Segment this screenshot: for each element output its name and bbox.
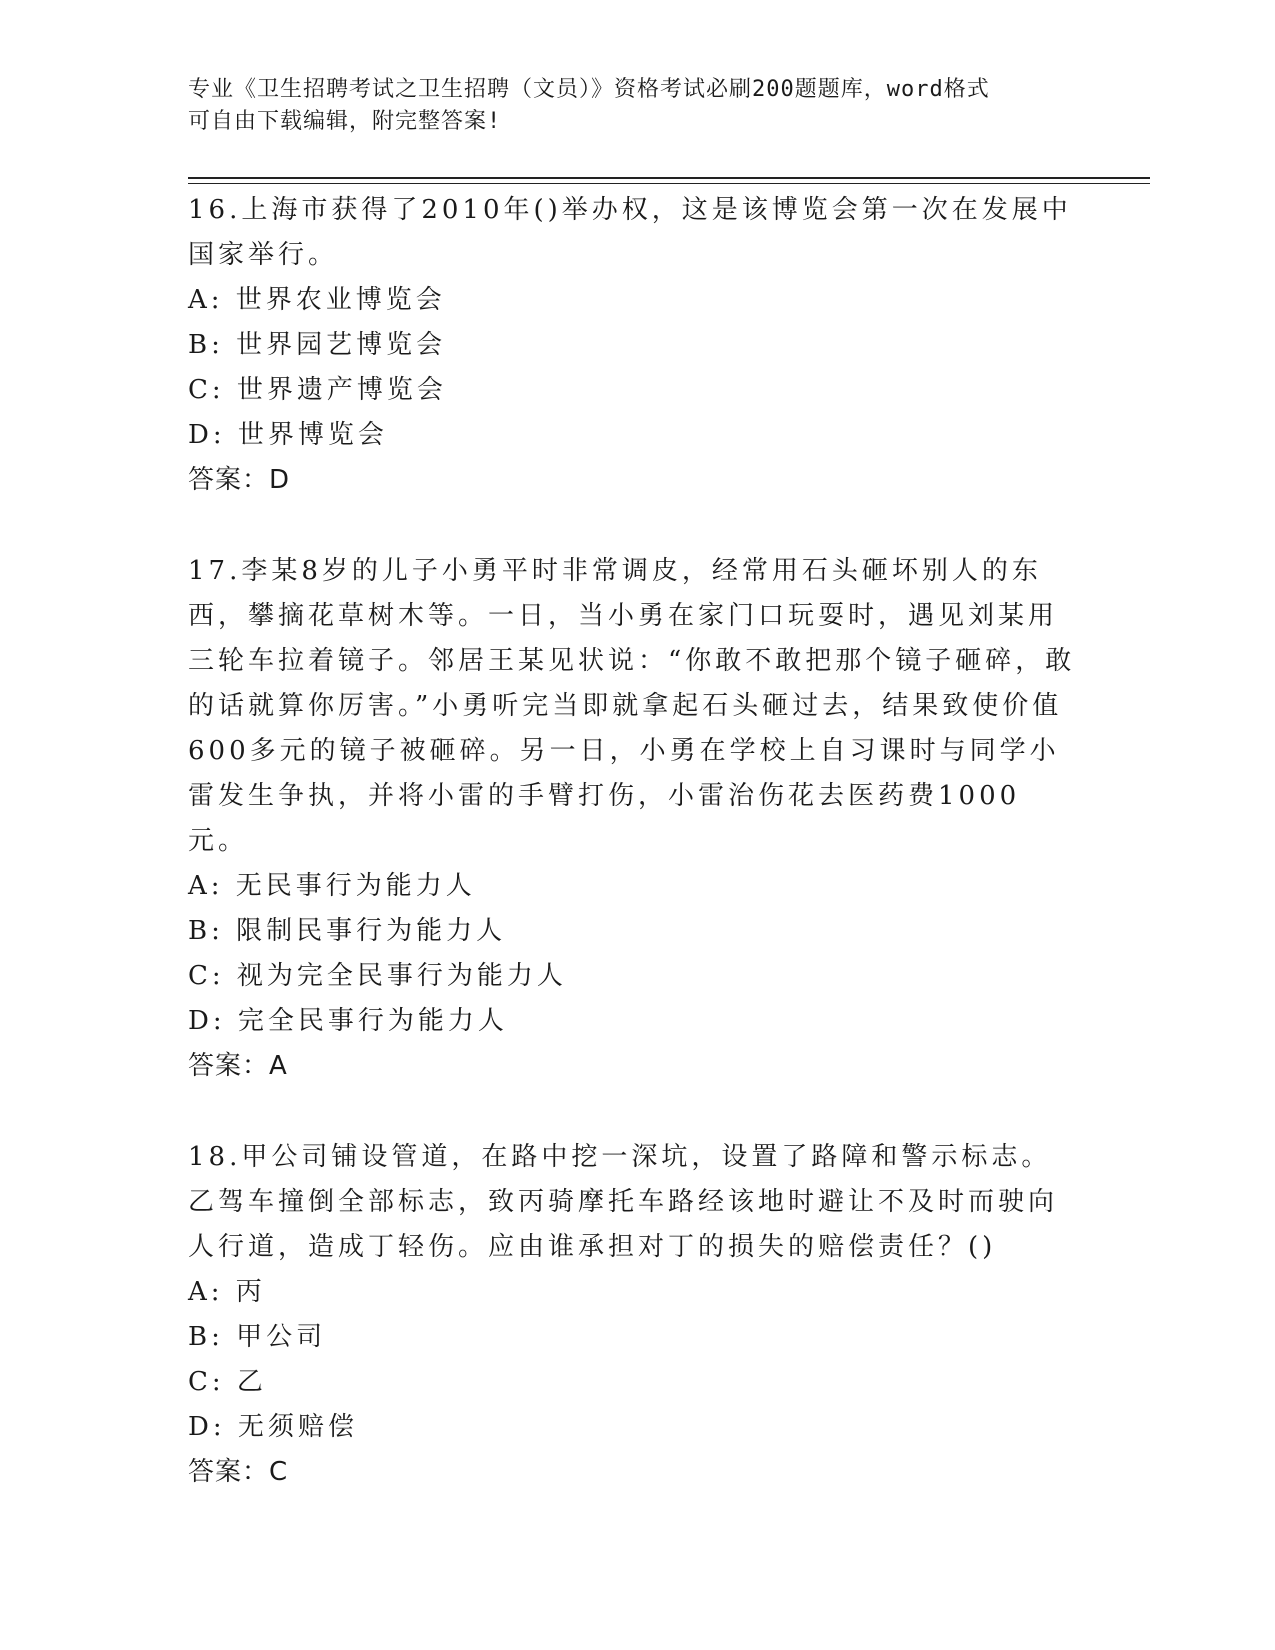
question-spacer xyxy=(188,503,1078,549)
question-list xyxy=(188,188,1078,1495)
question-text: 18.甲公司铺设管道，在路中挖一深坑，设置了路障和警示标志。乙驾车撞倒全部标志，致丙骑摩托车路经该地时避让不及时而驶向人行道，造成丁轻伤。应由谁承担对丁的损失的赔偿责任？() xyxy=(188,1142,1059,1262)
header-line-1: 专业《卫生招聘考试之卫生招聘（文员）》资格考试必刷200题题库，word格式 xyxy=(188,77,990,102)
option-b: B: 甲公司 xyxy=(188,1322,327,1352)
option-d: D: 世界博览会 xyxy=(188,420,388,450)
option-d: D: 无须赔偿 xyxy=(188,1412,358,1442)
question-18 xyxy=(188,1135,1078,1495)
option-a: A: 丙 xyxy=(188,1277,266,1307)
document-header xyxy=(188,74,1078,138)
question-text: 17.李某8岁的儿子小勇平时非常调皮，经常用石头砸坏别人的东西，攀摘花草树木等。一日，当小勇在家门口玩耍时，遇见刘某用三轮车拉着镜子。邻居王某见状说：“你敢不敢把那个镜子砸碎，敢的话就算你厉害。”小勇听完当即就拿起石头砸过去，结果致使价值600多元的镜子被砸碎。另一日，小勇在学校上自习课时与同学小雷发生争执，并将小雷的手臂打伤，小雷治伤花去医药费1000元。 xyxy=(188,556,1076,856)
option-a: A: 无民事行为能力人 xyxy=(188,871,476,901)
header-rule-thick xyxy=(188,177,1150,179)
question-17 xyxy=(188,549,1078,1089)
option-d: D: 完全民事行为能力人 xyxy=(188,1006,508,1036)
question-16 xyxy=(188,188,1078,503)
option-b: B: 限制民事行为能力人 xyxy=(188,916,507,946)
question-text: 16.上海市获得了2010年()举办权，这是该博览会第一次在发展中国家举行。 xyxy=(188,195,1072,270)
option-b: B: 世界园艺博览会 xyxy=(188,330,447,360)
option-c: C: 世界遗产博览会 xyxy=(188,375,447,405)
option-a: A: 世界农业博览会 xyxy=(188,285,446,315)
header-line-2: 可自由下载编辑，附完整答案! xyxy=(188,109,502,134)
answer-line: 答案：A xyxy=(188,1051,288,1081)
header-rule-thin xyxy=(188,183,1150,184)
answer-line: 答案：D xyxy=(188,465,291,495)
option-c: C: 乙 xyxy=(188,1367,267,1397)
option-c: C: 视为完全民事行为能力人 xyxy=(188,961,567,991)
question-spacer xyxy=(188,1089,1078,1135)
answer-line: 答案：C xyxy=(188,1457,289,1487)
